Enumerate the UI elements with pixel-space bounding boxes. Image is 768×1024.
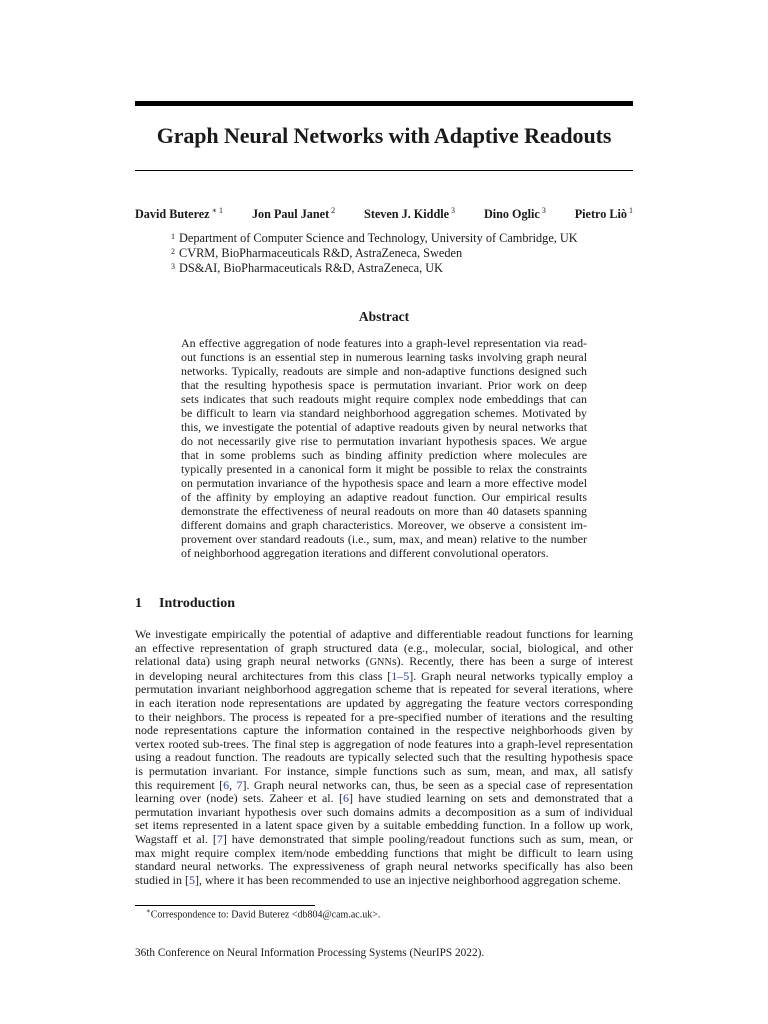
footnote-rule (135, 905, 315, 906)
title-bottom-rule (135, 170, 633, 171)
text-line: standard neural networks. The expressiveness of graph neural networks specifically has also been (135, 859, 633, 874)
affiliation: $^1$ Department of Computer Science and Technology, University of Cambridge, UK (171, 231, 578, 245)
text-line: permutation invariant hypothesis over such domains admits a decomposition as a sum of individual (135, 804, 633, 819)
section-number: 1 (135, 596, 142, 611)
abstract-line: different domains and graph characteristics. Moreover, we observe a consistent im- (181, 518, 587, 532)
introduction-body (135, 628, 633, 887)
citation-link[interactable]: 6 (223, 777, 230, 792)
affiliation: $^3$ DS&AI, BioPharmaceuticals R&D, AstraZeneca, UK (171, 261, 443, 275)
abstract-line: An effective aggregation of node features into a graph-level representation via read- (181, 336, 587, 350)
citation-link[interactable]: 6 (342, 791, 349, 806)
text-line: using a readout function. The readouts are typically selected such that the resulting hypothesis space (135, 750, 633, 765)
abstract-line: this, we investigate the potential of adaptive readouts given by neural networks that (181, 420, 587, 434)
text-line: to their neighbors. The process is repeated for a pre-specified number of iterations and the resulting (135, 709, 633, 724)
abstract-line: networks. Typically, readouts are simple and non-adaptive functions designed such (181, 364, 587, 378)
author: Steven J. Kiddle $^3$ (364, 206, 456, 222)
author-list (135, 206, 633, 222)
title-top-rule (135, 101, 633, 106)
abstract-line: that the resulting hypothesis space is permutation invariant. Prior work on deep (181, 378, 587, 392)
acronym-gnn: GNN (369, 657, 392, 669)
text-line: max might require complex item/node embedding functions that might be difficult to learn using (135, 845, 633, 860)
text-line: learning over (node) sets. Zaheer et al. [6] have studied learning on sets and demonstrated that a (135, 791, 633, 806)
abstract-line: provement over standard readouts (i.e., sum, max, and mean) relative to the number (181, 532, 587, 546)
abstract-line: be difficult to learn via standard neighborhood aggregation schemes. Motivated by (181, 406, 587, 420)
author: David Buterez $^{∗ 1}$ (135, 206, 224, 222)
text-line: permutation invariant neighborhood aggregation scheme that is repeated for several iterations, where (135, 682, 633, 697)
text-line: vertex rooted sub-trees. The final step is aggregation of node features into a graph-level representation (135, 736, 633, 751)
text-line: in each iteration node representations are updated by aggregating the feature vectors corresponding (135, 695, 633, 710)
affiliation-list (171, 230, 578, 275)
abstract-line: of the affinity by employing an adaptive readout function. Our empirical results (181, 490, 587, 504)
abstract-line: do not necessarily give rise to permutation invariant hypothesis spaces. We argue (181, 434, 587, 448)
abstract-line: on permutation invariance of the hypothesis space and learn a more effective model (181, 476, 587, 490)
text-line: We investigate empirically the potential of adaptive and differentiable readout functions for learning (135, 627, 633, 641)
venue-note: 36th Conference on Neural Information Processing Systems (NeurIPS 2022). (135, 947, 485, 959)
section-title: Introduction (159, 596, 235, 611)
abstract-line: sets indicates that such readouts might require complex node embeddings that can (181, 392, 587, 406)
abstract-line: demonstrate the effectiveness of neural readouts on more than 40 datasets spanning (181, 504, 587, 518)
abstract-heading: Abstract (358, 309, 410, 324)
author: Pietro Liò $^1$ (574, 206, 633, 222)
text-line: Wagstaff et al. [7] have demonstrated that simple pooling/readout functions such as sum, mean, or (135, 831, 633, 846)
abstract-body (181, 336, 587, 560)
text-line: an effective representation of graph structured data (e.g., molecular, social, biological, and other (135, 640, 633, 655)
author: Dino Oglic $^3$ (483, 206, 546, 222)
text-line: relational data) using graph neural networks (GNNs). Recently, there has been a surge of interest (135, 654, 633, 669)
paper-title: Graph Neural Networks with Adaptive Readouts (156, 123, 612, 148)
section-heading-introduction (135, 596, 235, 612)
abstract-line: of neighborhood aggregation iterations and different convolutional operators. (181, 546, 549, 560)
citation-link[interactable]: 7 (216, 831, 223, 846)
author: Jon Paul Janet $^2$ (251, 206, 336, 222)
text-line: is permutation invariant. For instance, simple functions such as sum, mean, and max, all satisfy (135, 763, 633, 778)
abstract-line: out functions is an essential step in numerous learning tasks involving graph neural (181, 350, 587, 364)
text-line: studied in [5], where it has been recommended to use an injective neighborhood aggregation scheme. (135, 872, 621, 887)
text-line: this requirement [6, 7]. Graph neural networks can, thus, be seen as a special case of representation (135, 777, 633, 792)
abstract-line: typically presented in a canonical form it might be possible to relax the constraints (181, 462, 587, 476)
footnote: ∗Correspondence to: David Buterez <db804@cam.ac.uk>. (146, 907, 381, 921)
citation-link[interactable]: 1–5 (391, 668, 410, 683)
citation-link[interactable]: 5 (189, 872, 195, 887)
text-line: in developing neural architectures from this class [1–5]. Graph neural networks typically employ a (135, 668, 633, 683)
citation-link[interactable]: 7 (236, 777, 243, 792)
affiliation: $^2$ CVRM, BioPharmaceuticals R&D, AstraZeneca, Sweden (171, 246, 463, 260)
abstract-line: that in some problems such as binding affinity prediction where molecules are (181, 448, 587, 462)
text-line: node representations capture the information contained in the respective neighborhoods given by (135, 723, 633, 738)
text-line: set items represented in a latent space given by a suitable embedding function. In a follow up work, (135, 818, 633, 833)
